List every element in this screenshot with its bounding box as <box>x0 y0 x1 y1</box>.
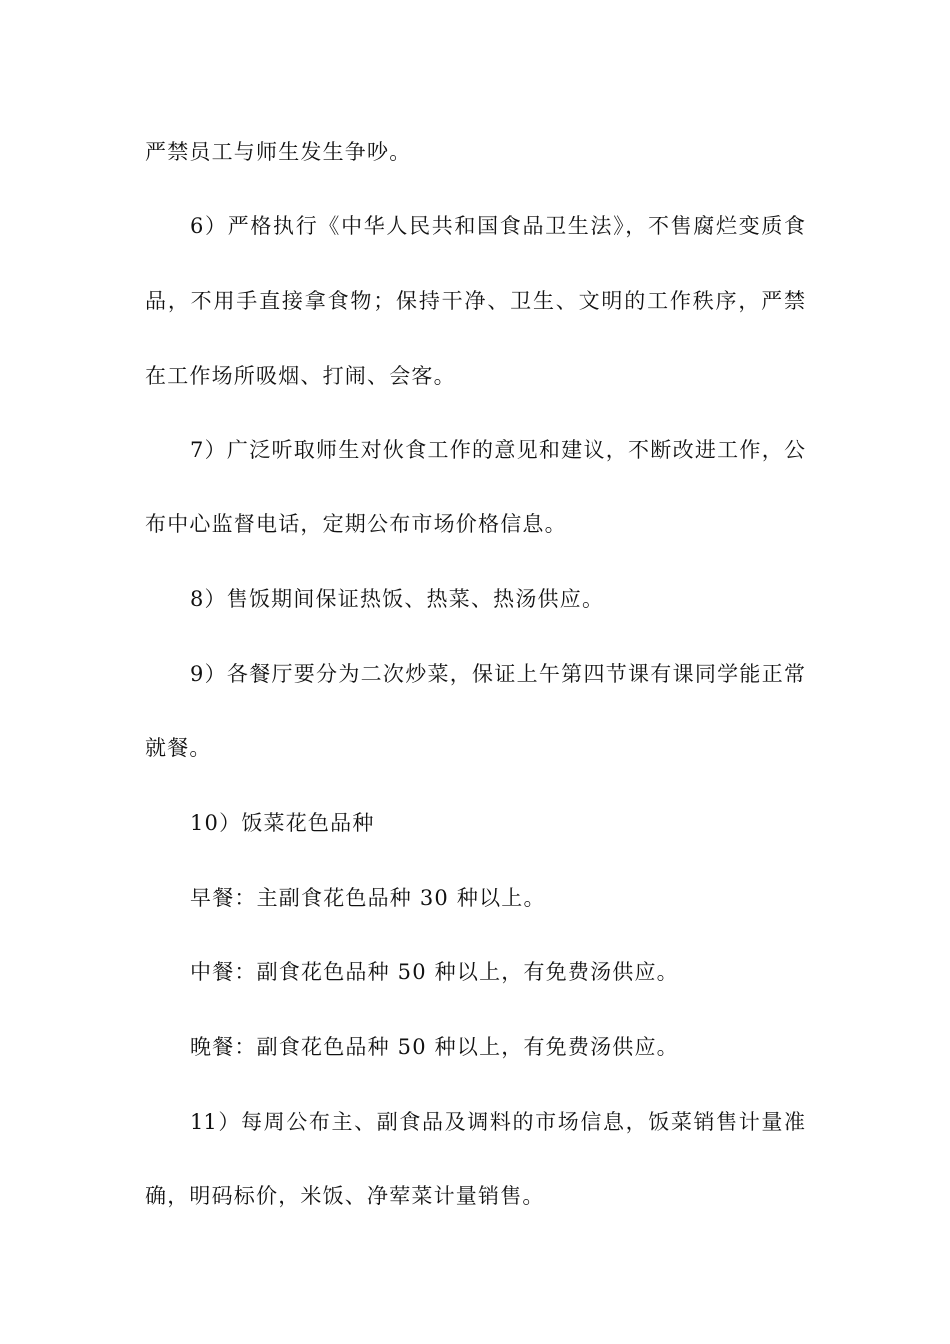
paragraph-line: 7）广泛听取师生对伙食工作的意见和建议，不断改进工作，公 <box>190 438 805 462</box>
paragraph-line: 确，明码标价，米饭、净荤菜计量销售。 <box>145 1184 545 1208</box>
paragraph-line: 8）售饭期间保证热饭、热菜、热汤供应。 <box>190 587 605 611</box>
paragraph-line: 9）各餐厅要分为二次炒菜，保证上午第四节课有课同学能正常 <box>190 662 805 686</box>
paragraph-line: 6）严格执行《中华人民共和国食品卫生法》，不售腐烂变质食 <box>190 214 805 238</box>
paragraph-line: 在工作场所吸烟、打闹、会客。 <box>145 364 456 388</box>
paragraph-line: 早餐：主副食花色品种 30 种以上。 <box>190 886 546 910</box>
paragraph-line: 布中心监督电话，定期公布市场价格信息。 <box>145 512 567 536</box>
paragraph-line: 11）每周公布主、副食品及调料的市场信息，饭菜销售计量准 <box>190 1110 805 1134</box>
paragraph-line: 就餐。 <box>145 736 212 760</box>
paragraph-line: 晚餐：副食花色品种 50 种以上，有免费汤供应。 <box>190 1035 679 1059</box>
paragraph-line: 中餐：副食花色品种 50 种以上，有免费汤供应。 <box>190 960 679 984</box>
paragraph-line: 10）饭菜花色品种 <box>190 811 375 835</box>
paragraph-line: 品，不用手直接拿食物；保持干净、卫生、文明的工作秩序，严禁 <box>145 289 805 313</box>
paragraph-line: 严禁员工与师生发生争吵。 <box>145 140 412 164</box>
